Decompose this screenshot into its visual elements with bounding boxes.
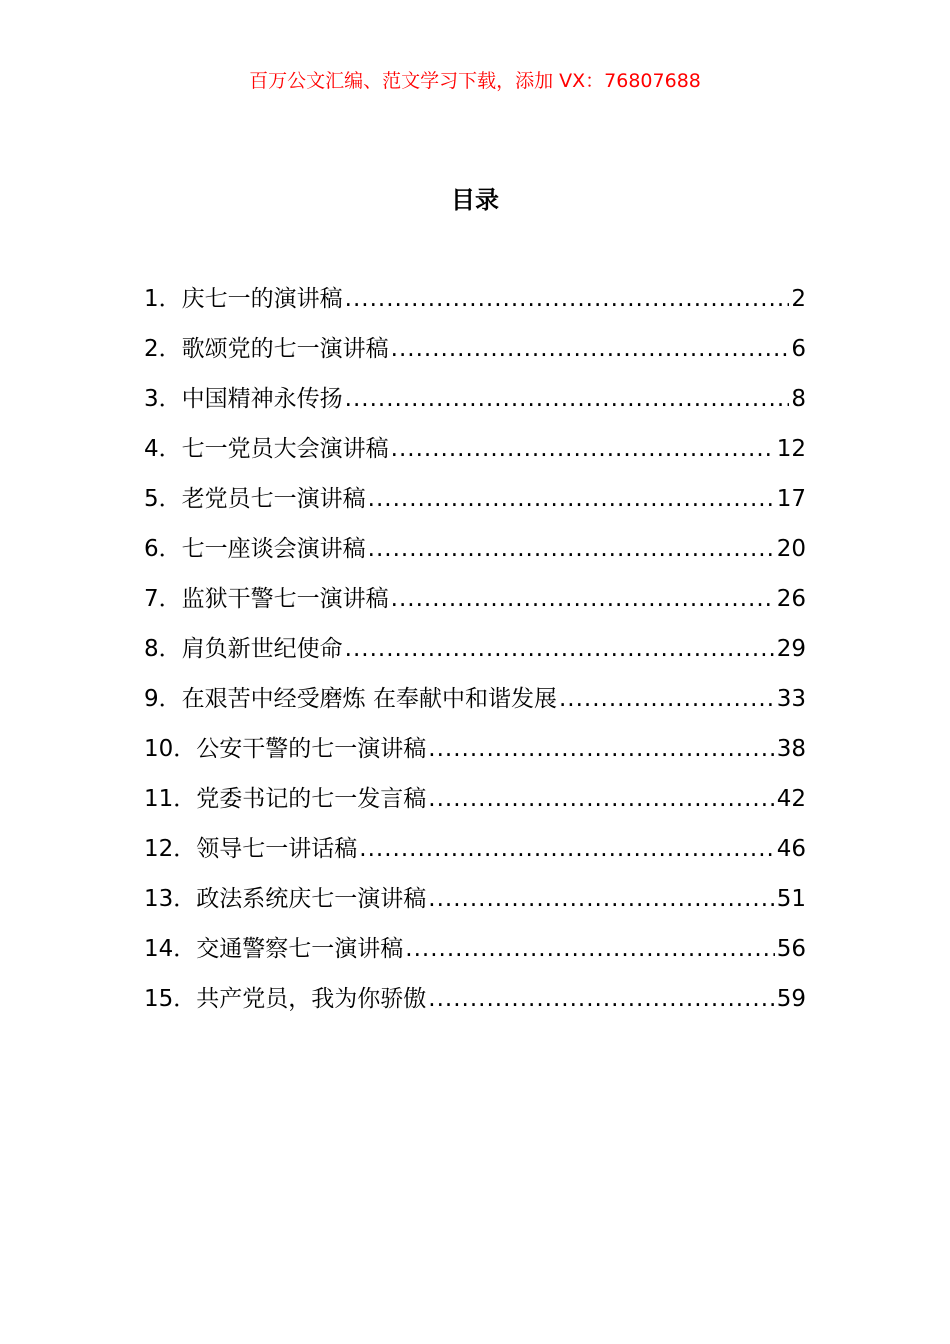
toc-leader-dots [428,882,774,916]
toc-leader-dots [368,532,775,566]
toc-entry-label: 11．党委书记的七一发言稿 [144,786,427,812]
toc-entry-label: 5．老党员七一演讲稿 [144,486,366,512]
toc-entry-page: 59 [776,986,806,1012]
toc-entry-page: 6 [791,336,806,362]
toc-entry[interactable] [144,632,806,682]
toc-entry-label: 13．政法系统庆七一演讲稿 [144,886,427,912]
page-title: 目录 [451,186,499,214]
toc-entry-page: 56 [776,936,806,962]
toc-entry-label: 14．交通警察七一演讲稿 [144,936,404,962]
toc-entry[interactable] [144,482,806,532]
toc-entry-page: 51 [776,886,806,912]
toc-entry-page: 2 [791,286,806,312]
toc-entry-label: 12．领导七一讲话稿 [144,836,358,862]
toc-entry[interactable] [144,332,806,382]
toc-entry-page: 38 [776,736,806,762]
toc-entry[interactable] [144,582,806,632]
toc-entry[interactable] [144,432,806,482]
toc-leader-dots [368,482,775,516]
toc-entry-page: 29 [776,636,806,662]
toc-entry[interactable] [144,532,806,582]
toc-entry-label: 6．七一座谈会演讲稿 [144,536,366,562]
toc-entry[interactable] [144,382,806,432]
toc-entry-page: 12 [776,436,806,462]
table-of-contents [144,282,806,1032]
toc-leader-dots [391,432,775,466]
toc-entry-label: 4．七一党员大会演讲稿 [144,436,389,462]
toc-leader-dots [391,332,790,366]
toc-entry[interactable] [144,782,806,832]
header-notice: 百万公文汇编、范文学习下载，添加 VX：76807688 [249,70,701,92]
toc-entry-label: 7．监狱干警七一演讲稿 [144,586,389,612]
toc-entry-label: 2．歌颂党的七一演讲稿 [144,336,389,362]
toc-entry[interactable] [144,282,806,332]
toc-leader-dots [345,282,790,316]
toc-leader-dots [345,632,775,666]
toc-entry-page: 42 [776,786,806,812]
toc-entry-page: 8 [791,386,806,412]
toc-leader-dots [559,682,775,716]
toc-entry-label: 9．在艰苦中经受磨炼 在奉献中和谐发展 [144,686,557,712]
toc-entry-page: 26 [776,586,806,612]
toc-entry[interactable] [144,932,806,982]
toc-entry-page: 33 [776,686,806,712]
toc-entry[interactable] [144,682,806,732]
toc-leader-dots [391,582,775,616]
toc-entry-page: 46 [776,836,806,862]
toc-leader-dots [345,382,790,416]
toc-entry[interactable] [144,882,806,932]
toc-leader-dots [428,782,774,816]
toc-entry-label: 8．肩负新世纪使命 [144,636,343,662]
toc-entry-label: 1．庆七一的演讲稿 [144,286,343,312]
toc-leader-dots [428,982,774,1016]
toc-entry[interactable] [144,982,806,1032]
toc-entry-page: 17 [776,486,806,512]
toc-entry-page: 20 [776,536,806,562]
toc-entry[interactable] [144,832,806,882]
toc-entry-label: 10．公安干警的七一演讲稿 [144,736,427,762]
toc-leader-dots [405,932,774,966]
toc-leader-dots [359,832,774,866]
toc-entry-label: 3．中国精神永传扬 [144,386,343,412]
toc-leader-dots [428,732,774,766]
toc-entry-label: 15．共产党员，我为你骄傲 [144,986,427,1012]
toc-entry[interactable] [144,732,806,782]
